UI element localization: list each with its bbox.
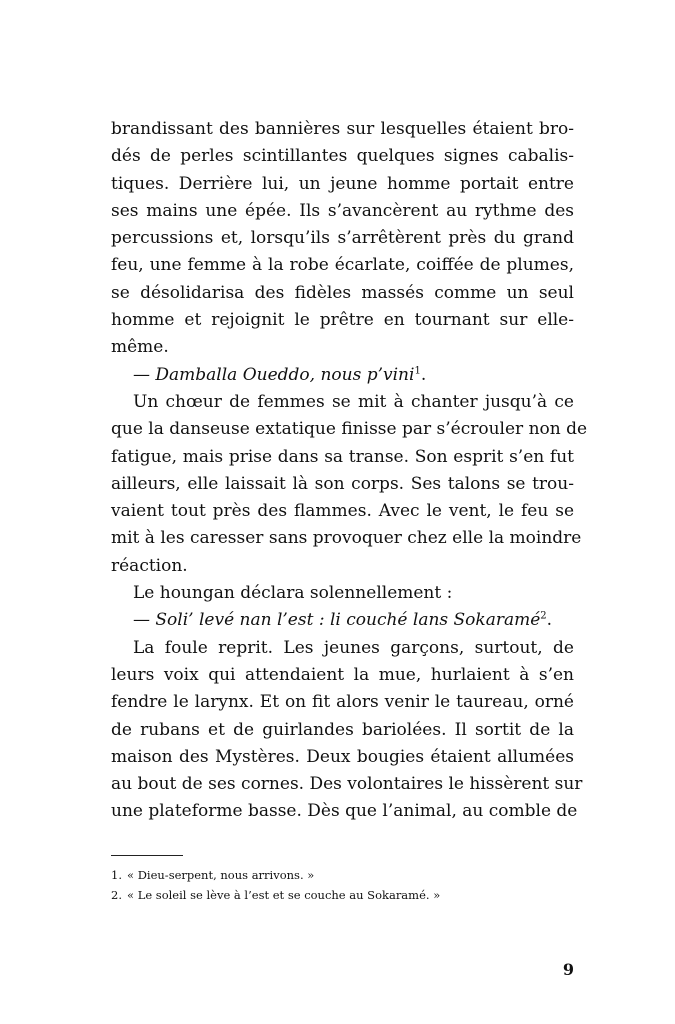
text-line: se désolidarisa des fidèles massés comme un seul [111, 282, 574, 303]
text-line: même. [111, 337, 169, 358]
footnote-mark: 2 [540, 610, 547, 622]
text-line: ses mains une épée. Ils s’avancèrent au rythme des [111, 200, 574, 221]
quote-text: — Damballa Oueddo, nous p’vini [133, 364, 415, 385]
footnote-text: « Le soleil se lève à l’est et se couche au Sokaramé. » [127, 888, 441, 902]
page-number: 9 [562, 960, 574, 979]
text-line: une plateforme basse. Dès que l’animal, au comble de [111, 801, 578, 822]
footnote-text: « Dieu-serpent, nous arrivons. » [127, 868, 315, 882]
text-line: dés de perles scintillantes quelques signes cabalis- [111, 146, 574, 167]
text-line: fatigue, mais prise dans sa transe. Son esprit s’en fut [111, 446, 574, 467]
text-line: tiques. Derrière lui, un jeune homme portait entre [111, 173, 574, 194]
text-line: mit à les caresser sans provoquer chez elle la moindre [111, 528, 582, 549]
text-line: réaction. [111, 555, 188, 576]
text-line: Un chœur de femmes se mit à chanter jusqu’à ce [133, 391, 574, 412]
quote-line: — Damballa Oueddo, nous p’vini$^1$. [133, 364, 427, 385]
footnote [111, 865, 581, 885]
text-line: au bout de ses cornes. Des volontaires le hissèrent sur [111, 774, 583, 795]
quote-line: — Soli’ levé nan l’est : li couché lans Sokaramé$^2$. [133, 610, 553, 631]
text-line: La foule reprit. Les jeunes garçons, surtout, de [133, 637, 574, 658]
text-line: brandissant des bannières sur lesquelles étaient bro- [111, 119, 574, 139]
footnote-divider [111, 855, 183, 856]
text-line: Le houngan déclara solennellement : [133, 583, 453, 604]
text-line: fendre le larynx. Et on fit alors venir le taureau, orné [111, 692, 574, 713]
footnote-number: 1. [111, 868, 122, 882]
text-line: leurs voix qui attendaient la mue, hurlaient à s’en [111, 664, 574, 685]
body-text [111, 116, 588, 826]
footnote-mark: 1 [414, 365, 421, 377]
text-line: percussions et, lorsqu’ils s’arrêtèrent près du grand [111, 228, 574, 249]
text-line: maison des Mystères. Deux bougies étaient allumées [111, 746, 574, 767]
text-line: vaient tout près des flammes. Avec le vent, le feu se [111, 501, 574, 522]
text-line: de rubans et de guirlandes bariolées. Il sortit de la [111, 719, 574, 740]
text-line: ailleurs, elle laissait là son corps. Ses talons se trou- [111, 473, 574, 494]
text-line: feu, une femme à la robe écarlate, coiffée de plumes, [111, 255, 574, 276]
footnote [111, 885, 581, 905]
text-line: homme et rejoignit le prêtre en tournant sur elle- [111, 310, 574, 331]
footnotes [111, 865, 581, 905]
footnote-number: 2. [111, 888, 122, 902]
text-line: que la danseuse extatique finisse par s’écrouler non de [111, 419, 588, 440]
quote-text: — Soli’ levé nan l’est : li couché lans Sokaramé [133, 610, 541, 631]
